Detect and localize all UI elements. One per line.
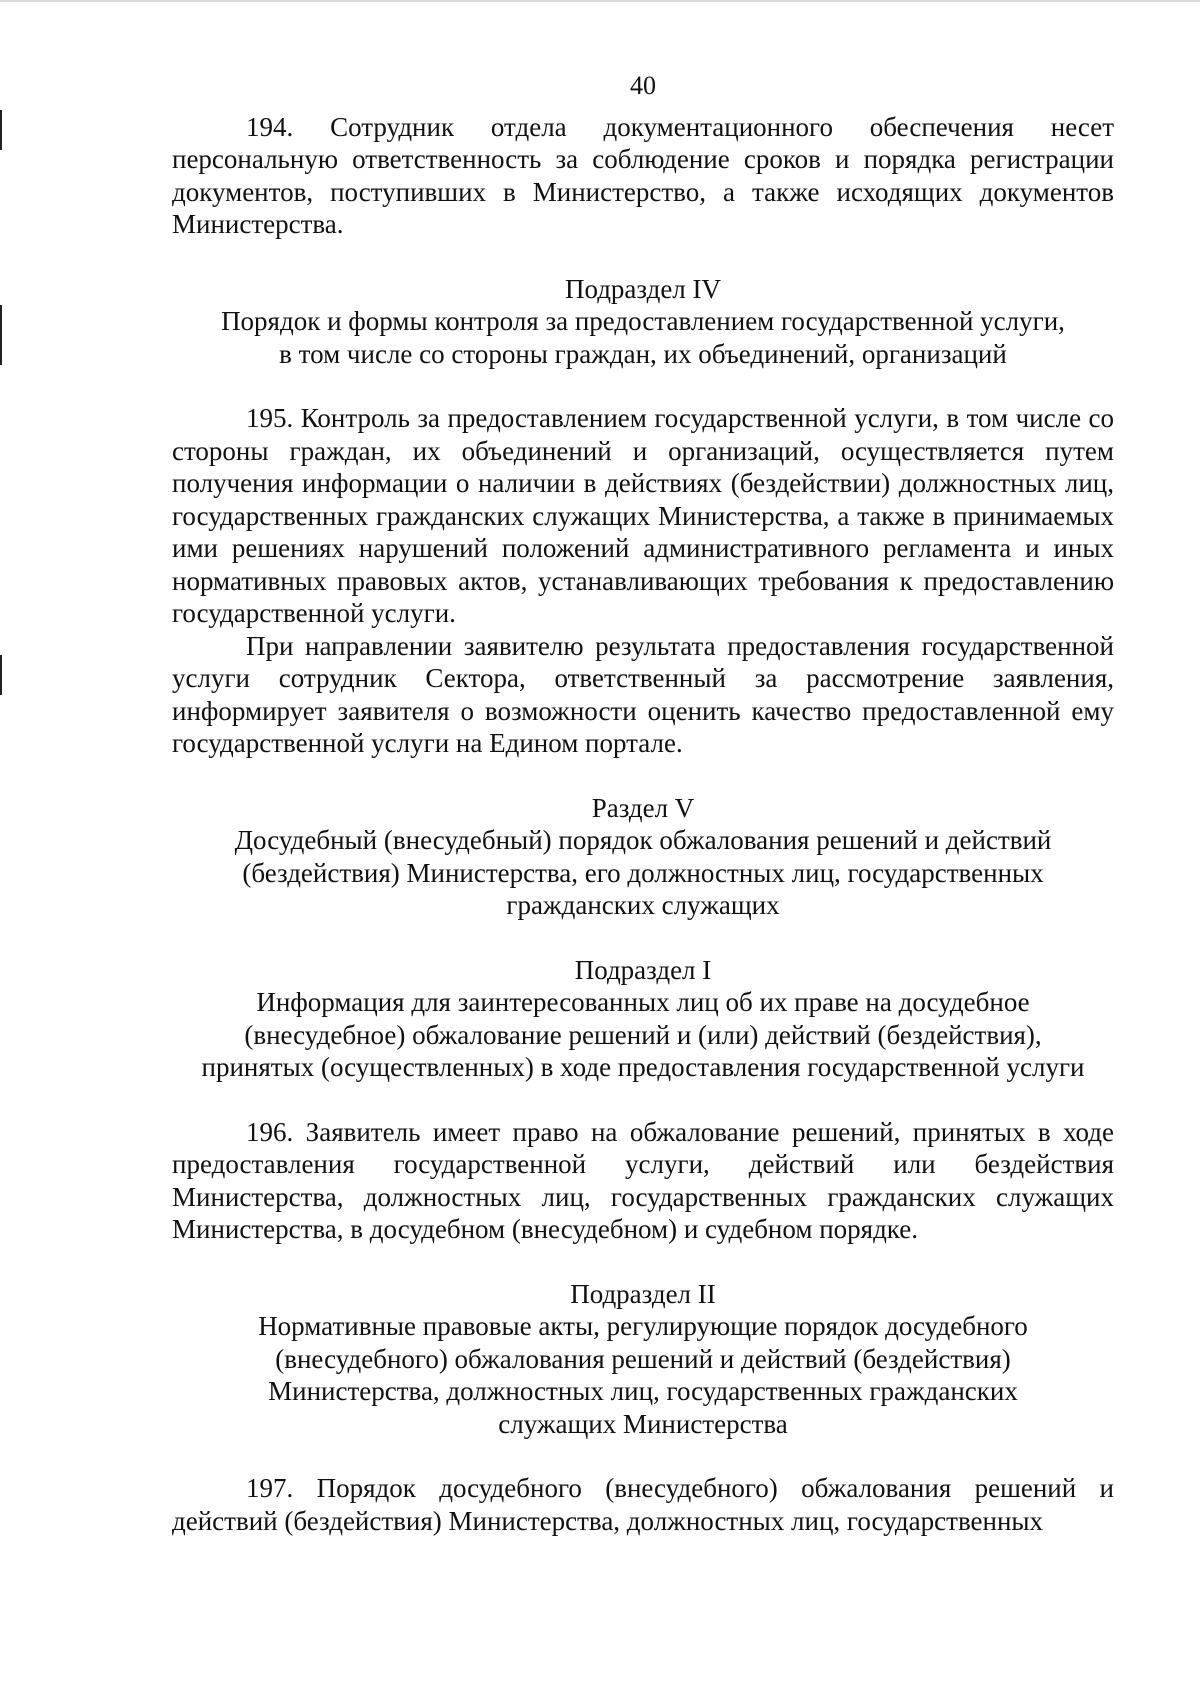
section-v-label: Раздел V [591,792,695,823]
heading-line: в том числе со стороны граждан, их объединений, организаций [279,338,1007,369]
heading-line: Нормативные правовые акты, регулирующие порядок досудебного [258,1311,1028,1341]
subsection-iv-title [172,305,1114,370]
heading-line: (бездействия) Министерства, его должностных лиц, государственных [242,857,1044,888]
spacer [172,1084,1114,1116]
spacer [172,370,1114,402]
heading-line: (внесудебное) обжалование решений и (или) действий (бездействия), [244,1019,1042,1050]
heading-line: Порядок и формы контроля за предоставлением государственной услуги, [221,306,1065,336]
spacer [172,241,1114,273]
subsection-ii-label: Подраздел II [570,1278,716,1309]
spacer [172,760,1114,792]
scan-edge-mark [0,305,2,365]
paragraph-197: 197. Порядок досудебного (внесудебного) обжалования решений и действий (бездействия) Министерства, должностных лиц, государственных [172,1473,1114,1536]
subsection-i-title [172,986,1114,1084]
page-number: 40 [630,71,656,100]
spacer [172,922,1114,954]
heading-line: (внесудебного) обжалования решений и действий (бездействия) [275,1343,1011,1374]
scan-edge-mark [0,110,2,150]
heading-line: гражданских служащих [506,890,780,920]
page-top-edge [0,0,1200,2]
heading-line: Министерства, должностных лиц, государственных гражданских [268,1376,1018,1406]
spacer [172,1440,1114,1472]
heading-line: служащих Министерства [498,1408,788,1439]
subsection-ii-title [172,1310,1114,1440]
heading-line: Информация для заинтересованных лиц об их праве на досудебное [256,987,1030,1017]
spacer [172,1246,1114,1278]
heading-line: принятых (осуществленных) в ходе предоставления государственной услуги [201,1052,1085,1082]
document-content [172,70,1114,1537]
subsection-i-label: Подраздел I [574,954,712,985]
subsection-iv-label: Подраздел IV [564,273,722,304]
scan-edge-mark [0,655,2,695]
paragraph-195: 195. Контроль за предоставлением государственной услуги, в том числе со стороны граждан, их объединений и организаций, осуществляется путем получения информации о наличии в действиях (бездействии) должностных лиц, государственных гражданских служащих Министерства, а также в принимаемых ими решениях нарушений положений административного регламента и иных нормативных правовых актов, устанавливающих требования к предоставлению государственной услуги. [172,403,1114,628]
section-v-title [172,824,1114,922]
paragraph-194: 194. Сотрудник отдела документационного обеспечения несет персональную ответственность за соблюдение сроков и порядка регистрации документов, поступивших в Министерство, а также исходящих документов Министерства. [172,111,1114,239]
paragraph-195-continued: При направлении заявителю результата предоставления государственной услуги сотрудник Сектора, ответственный за рассмотрение заявления, информирует заявителя о возможности оценить качество предоставленной ему государственной услуги на Едином портале. [172,630,1114,758]
paragraph-196: 196. Заявитель имеет право на обжалование решений, принятых в ходе предоставления государственной услуги, действий или бездействия Министерства, должностных лиц, государственных гражданских служащих Министерства, в досудебном (внесудебном) и судебном порядке. [172,1116,1114,1244]
heading-line: Досудебный (внесудебный) порядок обжалования решений и действий [234,825,1052,855]
